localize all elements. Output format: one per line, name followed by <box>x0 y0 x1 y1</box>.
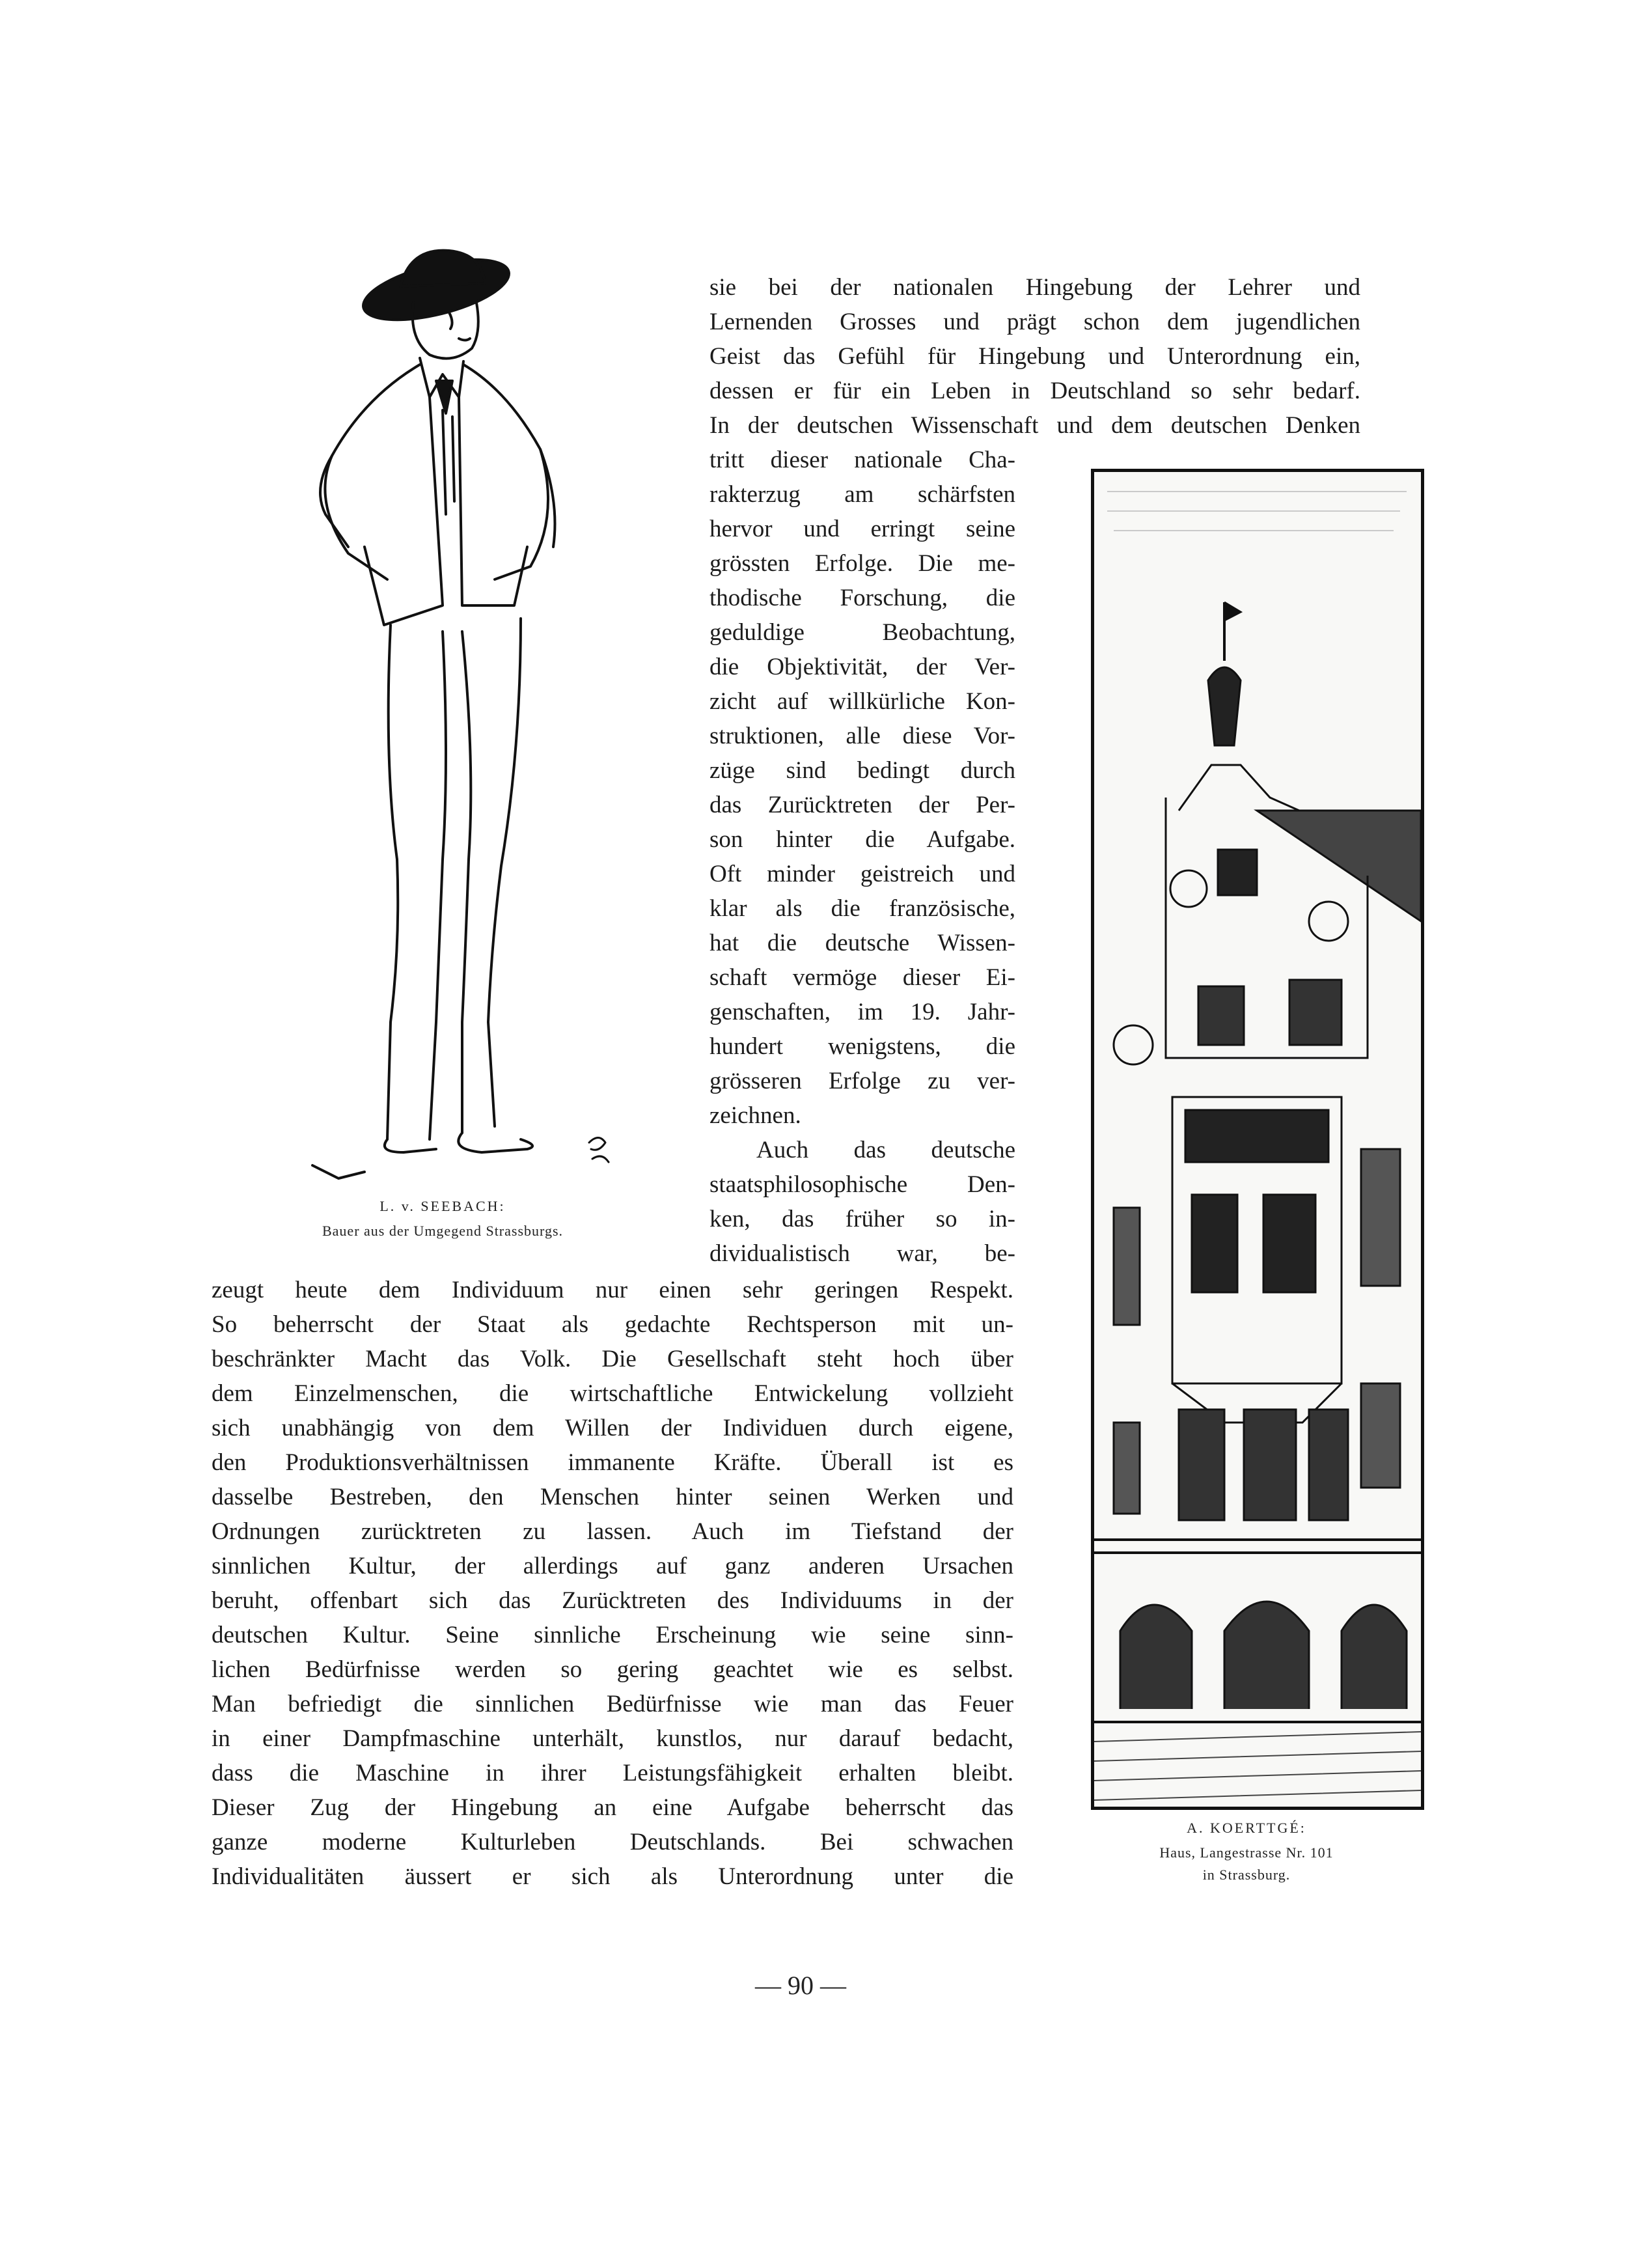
body-text-top <box>709 270 1360 443</box>
text-line: dasselbe Bestreben, den Menschen hinter seinen Werken und <box>212 1484 1013 1510</box>
text-line: dem Einzelmenschen, die wirtschaftliche Entwickelung vollzieht <box>212 1380 1013 1407</box>
text-line: züge sind bedingt durch <box>709 757 1015 784</box>
text-line: So beherrscht der Staat als gedachte Rechtsperson mit un- <box>212 1311 1013 1338</box>
text-line: hundert wenigstens, die <box>709 1033 1015 1060</box>
text-line: den Produktionsverhältnissen immanente Kräfte. Überall ist es <box>212 1449 1013 1476</box>
right-caption-title-line-1: Haus, Langestrasse Nr. 101 <box>1159 1844 1334 1861</box>
text-line: hat die deutsche Wissen- <box>709 930 1015 956</box>
left-figure-caption <box>234 1198 651 1242</box>
text-line: Geist das Gefühl für Hingebung und Unterordnung ein, <box>709 343 1360 370</box>
text-line: rakterzug am schärfsten <box>709 481 1015 508</box>
text-line: grössten Erfolge. Die me- <box>709 550 1015 577</box>
text-line: Auch das deutsche <box>756 1137 1015 1163</box>
text-line: beruht, offenbart sich das Zurücktreten des Individuums in der <box>212 1587 1013 1614</box>
text-line: staatsphilosophische Den- <box>709 1171 1015 1198</box>
text-line: dividualistisch war, be- <box>709 1240 1015 1267</box>
text-line: beschränkter Macht das Volk. Die Gesellschaft steht hoch über <box>212 1346 1013 1372</box>
left-caption-artist: L. v. SEEBACH: <box>379 1198 506 1214</box>
text-line: sich unabhängig von dem Willen der Individuen durch eigene, <box>212 1415 1013 1441</box>
text-line: schaft vermöge dieser Ei- <box>709 964 1015 991</box>
text-line: Individualitäten äussert er sich als Unterordnung unter die <box>212 1863 1013 1890</box>
right-figure-caption <box>1067 1820 1425 1886</box>
text-line: die Objektivität, der Ver- <box>709 654 1015 680</box>
text-line: klar als die französische, <box>709 895 1015 922</box>
text-line: Oft minder geistreich und <box>709 861 1015 887</box>
right-caption-title-line-2: in Strassburg. <box>1202 1867 1291 1883</box>
body-text-narrow <box>709 443 1015 1271</box>
text-line: zicht auf willkürliche Kon- <box>709 688 1015 715</box>
body-text-wide <box>212 1273 1013 1894</box>
text-line: Dieser Zug der Hingebung an eine Aufgabe beherrscht das <box>212 1794 1013 1821</box>
text-line: Ordnungen zurücktreten zu lassen. Auch im Tiefstand der <box>212 1518 1013 1545</box>
text-line: son hinter die Aufgabe. <box>709 826 1015 853</box>
text-line: in einer Dampfmaschine unterhält, kunstlos, nur darauf bedacht, <box>212 1725 1013 1752</box>
text-line: deutschen Kultur. Seine sinnliche Erscheinung wie seine sinn- <box>212 1622 1013 1648</box>
text-line: geduldige Beobachtung, <box>709 619 1015 646</box>
text-line: genschaften, im 19. Jahr- <box>709 999 1015 1025</box>
text-line: Lernenden Grosses und prägt schon dem jugendlichen <box>709 309 1360 335</box>
text-line: hervor und erringt seine <box>709 516 1015 542</box>
text-line: sinnlichen Kultur, der allerdings auf ganz anderen Ursachen <box>212 1553 1013 1579</box>
text-line: ken, das früher so in- <box>709 1206 1015 1232</box>
page-number: — 90 — <box>755 1971 846 2000</box>
text-line: thodische Forschung, die <box>709 585 1015 611</box>
text-line: grösseren Erfolge zu ver- <box>709 1068 1015 1094</box>
text-line: zeugt heute dem Individuum nur einen sehr geringen Respekt. <box>212 1277 1013 1303</box>
text-line: tritt dieser nationale Cha- <box>709 447 1015 473</box>
text-line: dass die Maschine in ihrer Leistungsfähigkeit erhalten bleibt. <box>212 1760 1013 1786</box>
right-caption-artist: A. KOERTTGÉ: <box>1187 1820 1306 1836</box>
text-line: dessen er für ein Leben in Deutschland so sehr bedarf. <box>709 378 1360 404</box>
peasant-sketch-illustration <box>234 241 651 1198</box>
text-line: In der deutschen Wissenschaft und dem deutschen Denken <box>709 412 1360 439</box>
text-line: das Zurücktreten der Per- <box>709 792 1015 818</box>
text-line: sie bei der nationalen Hingebung der Lehrer und <box>709 274 1360 301</box>
text-line: Man befriedigt die sinnlichen Bedürfnisse wie man das Feuer <box>212 1691 1013 1717</box>
text-line: struktionen, alle diese Vor- <box>709 723 1015 749</box>
text-line: ganze moderne Kulturleben Deutschlands. Bei schwachen <box>212 1829 1013 1855</box>
house-etching-illustration <box>1091 469 1424 1810</box>
text-line: lichen Bedürfnisse werden so gering geachtet wie es selbst. <box>212 1656 1013 1683</box>
text-line: zeichnen. <box>709 1102 801 1129</box>
left-caption-title: Bauer aus der Umgegend Strassburgs. <box>322 1223 564 1239</box>
